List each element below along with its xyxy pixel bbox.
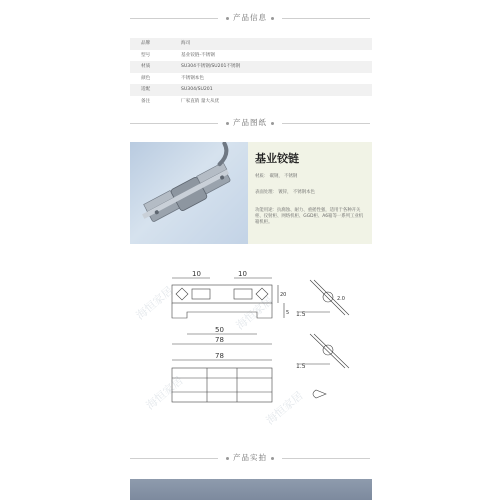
dim-label: 5 [286,310,290,316]
row-value: 基业铰链-不锈钢 [181,52,215,58]
product-features: 功能用途：抗腐蚀、耐力、重摇性强，适用于各种开关柜、仪射柜、网络机柜、GGD柜、A6箱等一系列工业机箱机柜。 [255,208,364,225]
dim-label: 50 [215,326,224,334]
table-row [130,84,372,96]
table-row [130,73,372,85]
row-key: 颜色 [141,75,151,81]
real-photo [130,479,372,500]
technical-drawing [130,250,372,450]
row-value: 厂家直销 量大从优 [181,98,220,104]
dim-label: 78 [215,336,224,344]
table-row [130,61,372,73]
watermark-text: 海恒家居 [233,294,276,333]
dim-label: 2.0 [337,296,345,302]
row-value: SU304/SU201 [170,84,372,96]
row-key: 品牌 [130,38,170,50]
dim-label: 20 [280,292,287,298]
table-row [130,38,372,50]
table-row [130,50,372,62]
row-value: SU304不锈钢/SU201不锈钢 [170,61,372,73]
row-key: 型号 [141,52,151,58]
dim-label: 1.5 [296,363,306,370]
drawing-section-title: 产品图纸 [130,117,370,129]
info-section-title: 产品信息 [130,12,370,24]
dim-label: 1.5 [296,311,306,318]
product-name: 基业铰链 [255,152,299,165]
table-row [130,96,372,108]
row-key: 材质 [130,61,170,73]
watermark-text: 海恒家居 [263,389,306,428]
watermark-text: 海恒家居 [143,374,186,413]
product-surface: 表面处理： 镀锌， 不锈钢本色 [255,190,315,195]
row-value: 海司 [170,38,372,50]
hinge-photo [130,142,248,244]
row-value: 不锈钢本色 [181,75,204,81]
photo-section-title: 产品实拍 [130,452,370,464]
watermark-text: 海恒家居 [133,284,176,323]
drawing-section-header [130,117,370,129]
dim-label: 78 [215,352,224,360]
row-key: 适配 [130,84,170,96]
dim-label: 10 [238,270,247,278]
product-material: 材质： 碳钢， 不锈钢 [255,174,298,179]
photo-section-header [130,452,370,464]
product-info-table [130,38,372,107]
dim-label: 10 [192,270,201,278]
row-key: 备注 [141,98,151,104]
product-card [130,142,372,244]
info-section-header [130,12,370,24]
